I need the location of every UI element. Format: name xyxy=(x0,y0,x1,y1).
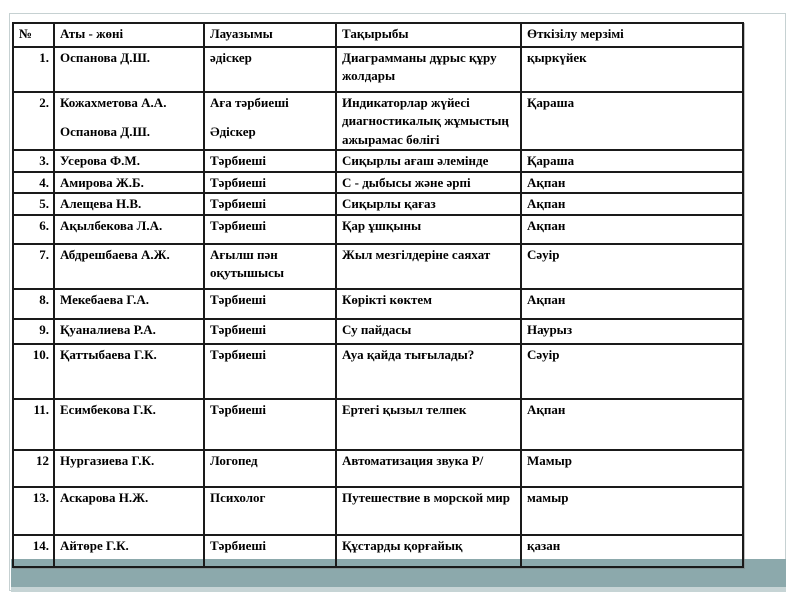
cell-date: Ақпан xyxy=(521,172,743,193)
table-row xyxy=(13,244,743,289)
cell-num: 6. xyxy=(13,215,54,244)
cell-date: Мамыр xyxy=(521,450,743,487)
cell-topic: Қар ұшқыны xyxy=(336,215,521,244)
cell-name: Есимбекова Г.К. xyxy=(54,399,204,450)
table-body xyxy=(13,47,743,567)
cell-num: 4. xyxy=(13,172,54,193)
cell-topic: Ауа қайда тығылады? xyxy=(336,344,521,399)
cell-date: Ақпан xyxy=(521,289,743,319)
cell-num: 2. xyxy=(13,92,54,150)
cell-topic: Сиқырлы ағаш әлемінде xyxy=(336,150,521,171)
cell-position: әдіскер xyxy=(204,47,336,92)
cell-date: қазан xyxy=(521,535,743,567)
col-header-date: Өткізілу мерзімі xyxy=(521,23,743,47)
cell-name: Ақылбекова Л.А. xyxy=(54,215,204,244)
cell-name: Айтөре Г.К. xyxy=(54,535,204,567)
cell-date: Қараша xyxy=(521,150,743,171)
cell-num: 11. xyxy=(13,399,54,450)
cell-topic: Диаграмманы дұрыс құру жолдары xyxy=(336,47,521,92)
cell-position: Тәрбиеші xyxy=(204,319,336,344)
cell-position: Ағылш пән оқутышысы xyxy=(204,244,336,289)
cell-position-line: Әдіскер xyxy=(210,124,256,140)
cell-name: Қаттыбаева Г.К. xyxy=(54,344,204,399)
cell-position: Тәрбиеші xyxy=(204,172,336,193)
cell-name-line: Кожахметова А.А. xyxy=(60,95,167,110)
cell-num: 1. xyxy=(13,47,54,92)
cell-name: Амирова Ж.Б. xyxy=(54,172,204,193)
cell-topic: Автоматизация звука Р/ xyxy=(336,450,521,487)
cell-num: 10. xyxy=(13,344,54,399)
cell-num: 13. xyxy=(13,487,54,535)
cell-name: Оспанова Д.Ш. xyxy=(54,47,204,92)
cell-name xyxy=(54,92,204,150)
cell-name: Усерова Ф.М. xyxy=(54,150,204,171)
cell-position: Тәрбиеші xyxy=(204,215,336,244)
cell-date: мамыр xyxy=(521,487,743,535)
cell-position: Тәрбиеші xyxy=(204,535,336,567)
header-row xyxy=(13,23,743,47)
cell-position: Психолог xyxy=(204,487,336,535)
table-row xyxy=(13,535,743,567)
cell-topic: С - дыбысы және әрпі xyxy=(336,172,521,193)
cell-position: Логопед xyxy=(204,450,336,487)
table-row xyxy=(13,289,743,319)
cell-date: Наурыз xyxy=(521,319,743,344)
cell-position xyxy=(204,92,336,150)
cell-topic: Су пайдасы xyxy=(336,319,521,344)
cell-topic: Индикаторлар жүйесі диагностикалық жұмыстың ажырамас бөлігі xyxy=(336,92,521,150)
schedule-table xyxy=(12,22,744,568)
footer-accent-band-highlight xyxy=(11,587,786,592)
cell-date: Ақпан xyxy=(521,193,743,214)
cell-position: Тәрбиеші xyxy=(204,399,336,450)
cell-date: Сәуір xyxy=(521,344,743,399)
table-row xyxy=(13,150,743,171)
table-row xyxy=(13,92,743,150)
cell-date: қыркүйек xyxy=(521,47,743,92)
cell-num: 7. xyxy=(13,244,54,289)
table-row xyxy=(13,172,743,193)
cell-num: 12 xyxy=(13,450,54,487)
cell-num: 3. xyxy=(13,150,54,171)
cell-num: 8. xyxy=(13,289,54,319)
cell-position: Тәрбиеші xyxy=(204,193,336,214)
cell-topic: Путешествие в морской мир xyxy=(336,487,521,535)
col-header-name: Аты - жөні xyxy=(54,23,204,47)
table-row xyxy=(13,344,743,399)
table-row xyxy=(13,450,743,487)
cell-topic: Көрікті көктем xyxy=(336,289,521,319)
cell-date: Ақпан xyxy=(521,399,743,450)
table-row xyxy=(13,399,743,450)
cell-position: Тәрбиеші xyxy=(204,289,336,319)
cell-name: Алещева Н.В. xyxy=(54,193,204,214)
cell-name: Аскарова Н.Ж. xyxy=(54,487,204,535)
cell-date: Қараша xyxy=(521,92,743,150)
col-header-position: Лауазымы xyxy=(204,23,336,47)
cell-name-line: Оспанова Д.Ш. xyxy=(60,124,151,140)
cell-topic: Жыл мезгілдеріне саяхат xyxy=(336,244,521,289)
cell-position: Тәрбиеші xyxy=(204,150,336,171)
cell-topic: Сиқырлы қағаз xyxy=(336,193,521,214)
table-row xyxy=(13,215,743,244)
table-row xyxy=(13,487,743,535)
cell-num: 14. xyxy=(13,535,54,567)
cell-num: 5. xyxy=(13,193,54,214)
table-row xyxy=(13,193,743,214)
cell-name: Қуаналиева Р.А. xyxy=(54,319,204,344)
col-header-topic: Тақырыбы xyxy=(336,23,521,47)
table-row xyxy=(13,47,743,92)
col-header-num: № xyxy=(13,23,54,47)
cell-name: Нургазиева Г.К. xyxy=(54,450,204,487)
cell-position-line: Аға тәрбиеші xyxy=(210,95,289,110)
cell-date: Ақпан xyxy=(521,215,743,244)
cell-topic: Ертегі қызыл телпек xyxy=(336,399,521,450)
table-row xyxy=(13,319,743,344)
cell-topic: Құстарды қорғайық xyxy=(336,535,521,567)
cell-position: Тәрбиеші xyxy=(204,344,336,399)
cell-name: Абдрешбаева А.Ж. xyxy=(54,244,204,289)
cell-date: Сәуір xyxy=(521,244,743,289)
cell-num: 9. xyxy=(13,319,54,344)
cell-name: Мекебаева Г.А. xyxy=(54,289,204,319)
